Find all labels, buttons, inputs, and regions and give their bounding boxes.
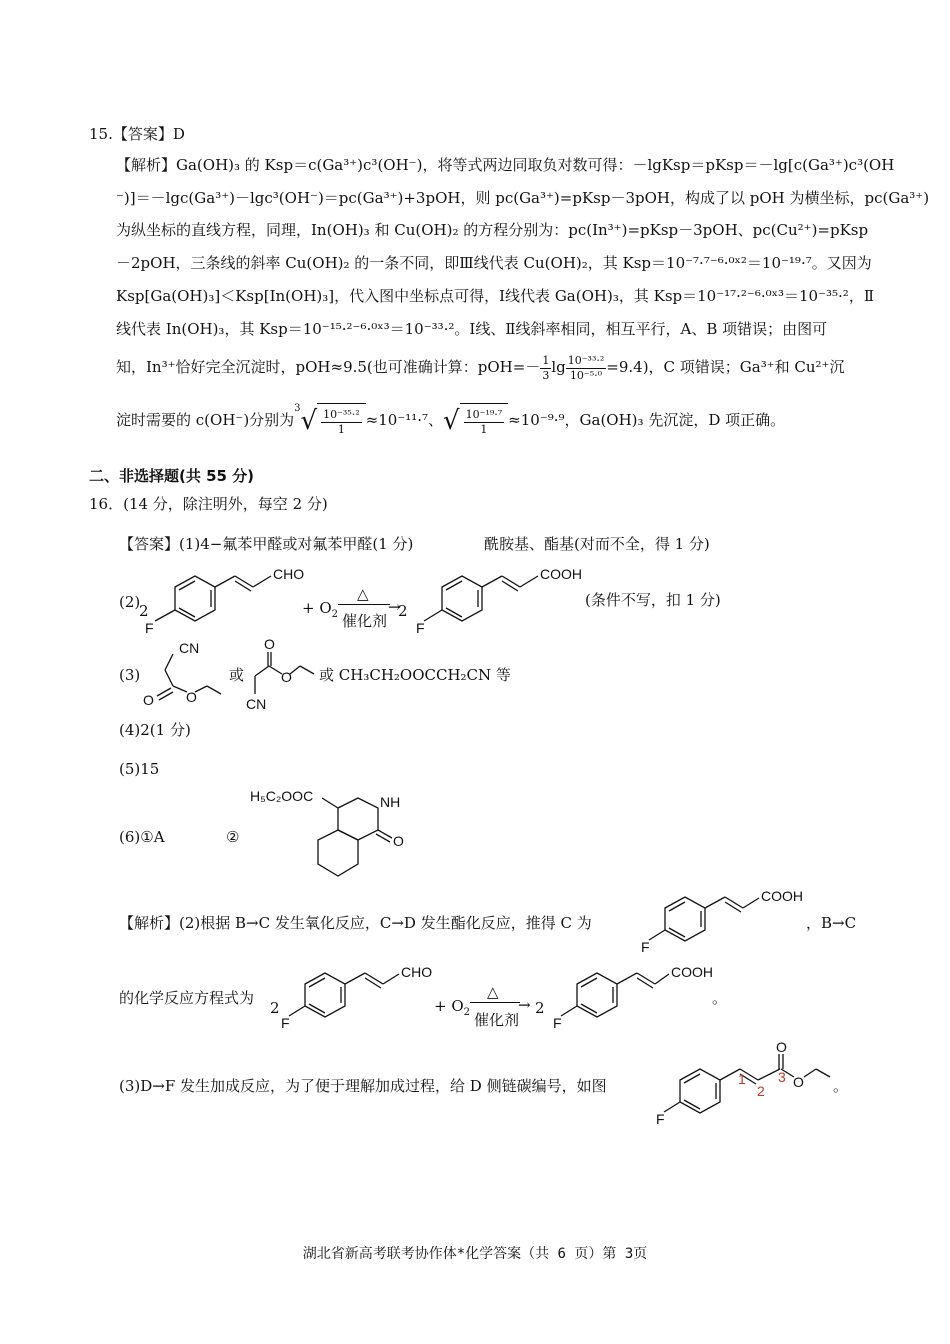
molecule-fluorocinnamic-acid-2 xyxy=(545,960,728,1032)
explanation-2-tail: ，B→C xyxy=(806,914,857,932)
plus-o2-2: + $O_2$ xyxy=(434,997,471,1018)
coef-2d: 2 xyxy=(535,999,545,1017)
molecule-bicyclic-lactam xyxy=(250,784,425,889)
answer-1b: 酰胺基、酯基(对而不全，得 1 分) xyxy=(484,535,710,553)
cn-group: CN xyxy=(179,640,200,656)
cooh-group: COOH xyxy=(540,566,582,582)
q15-line-7 xyxy=(116,352,844,383)
explanation-3: (3)D→F 发生加成反应，为了便于理解加成过程，给 D 侧链碳编号，如图 xyxy=(119,1077,607,1095)
fluorine-atom: F xyxy=(416,620,425,636)
reaction-arrow-2 xyxy=(470,1002,520,1003)
molecule-c-structure xyxy=(625,884,810,956)
answer-6b: ② xyxy=(226,828,240,846)
nh-group: NH xyxy=(380,794,401,810)
oxygen-atom: O xyxy=(143,692,154,708)
q15-line-6: 线代表 In(OH)₃，其 Ksp＝10⁻¹⁵·²⁻⁶·⁰ˣ³＝10⁻³³·²。Ⅰ线、Ⅱ线斜率相同，相互平行，A、B 项错误；由图可 xyxy=(116,320,828,338)
cube-root-ga: $\frac{\text{10⁻³⁵·²}}{1}$ xyxy=(317,403,366,440)
coef-2: 2 xyxy=(139,602,149,620)
answer-3-tail: 或 CH₃CH₂OOCCH₂CN 等 xyxy=(319,666,511,684)
coef-2b: 2 xyxy=(398,602,408,620)
q15-line-1: 【解析】Ga(OH)₃ 的 Ksp＝c(Ga³⁺)c³(OH⁻)，将等式两边同取负对数可得：－lgKsp＝pKsp＝－lg[c(Ga³⁺)c³(OH xyxy=(116,156,895,174)
oxygen-atom: O xyxy=(393,833,404,849)
fluorine-atom: F xyxy=(281,1015,290,1031)
catalyst-label: 催化剂 xyxy=(342,612,388,630)
answer-2-note: (条件不写，扣 1 分) xyxy=(585,591,721,609)
answer-6a: (6)①A xyxy=(119,828,165,846)
root-index: 3 xyxy=(294,403,301,414)
answer-3-label: (3) xyxy=(119,666,141,684)
cooh-group: COOH xyxy=(761,888,803,904)
answer-5: (5)15 xyxy=(119,760,160,778)
plus-o2: + $O_2$ xyxy=(302,599,339,620)
arrow-head-2: → xyxy=(518,996,531,1014)
reaction-arrow xyxy=(338,604,390,605)
fraction-lg: $\frac{\text{10⁻³³·²}}{\text{10⁻⁵·⁰}}$ xyxy=(567,353,605,382)
cn-group: CN xyxy=(246,696,267,712)
approx-ga: ≈10⁻¹¹·⁷、 xyxy=(365,411,444,429)
delta-symbol: △ xyxy=(357,585,369,603)
or-text: 或 xyxy=(229,666,245,684)
coef-2c: 2 xyxy=(270,999,280,1017)
catalyst-label-2: 催化剂 xyxy=(474,1011,520,1029)
q15-line-8: 淀时需要的 c(OH⁻)分别为$^3$√ $\frac{\text{10⁻³⁵·²}}{1}$ ≈10⁻¹¹·⁷、√ $\frac{\text{10⁻¹⁹·⁷}}{1}$ ≈10⁻⁹·⁹，Ga(OH)₃ 先沉淀，D 项正确。 xyxy=(116,402,785,440)
molecule-fluorocinnamic-acid xyxy=(404,562,584,637)
fluorine-atom: F xyxy=(553,1015,562,1031)
molecule-fluorocinnamaldehyde-2 xyxy=(275,960,445,1032)
molecule-ethyl-cyanoacetate-2 xyxy=(242,632,322,714)
fluorine-atom: F xyxy=(656,1111,665,1127)
molecule-ethyl-ester-numbered xyxy=(650,1040,840,1130)
approx-cu-tail: ≈10⁻⁹·⁹，Ga(OH)₃ 先沉淀，D 项正确。 xyxy=(508,411,786,429)
answer-2-label: (2) xyxy=(119,593,141,611)
q15-line-5: Ksp[Ga(OH)₃]＜Ksp[In(OH)₃]，代入图中坐标点可得，Ⅰ线代表 Ga(OH)₃，其 Ksp＝10⁻¹⁷·²⁻⁶·⁰ˣ³＝10⁻³⁵·²，Ⅱ xyxy=(116,287,875,305)
oxygen-atom: O xyxy=(793,1074,804,1090)
carbon-number-3: 3 xyxy=(778,1069,786,1085)
carbon-number-2: 2 xyxy=(757,1083,765,1099)
q15-line-7-tail: =9.4)，C 项错误；Ga³⁺和 Cu²⁺沉 xyxy=(606,358,845,376)
cho-group: CHO xyxy=(401,964,433,980)
oxygen-atom: O xyxy=(281,669,292,685)
q16-heading: 16．(14 分，除注明外，每空 2 分) xyxy=(89,495,328,513)
molecule-ethyl-cyanoacetate-1 xyxy=(135,638,225,713)
sqrt-cu: $\frac{\text{10⁻¹⁹·⁷}}{1}$ xyxy=(460,403,509,440)
explanation-3-end: 。 xyxy=(833,1077,849,1095)
fluorine-atom: F xyxy=(641,939,650,955)
lg-label: lg xyxy=(551,358,566,376)
q15-line-7-text: 知，In³⁺恰好完全沉淀时，pOH≈9.5(也可准确计算：pOH=－ xyxy=(116,358,541,376)
page-footer: 湖北省新高考联考协作体*化学答案（共 6 页）第 3页 xyxy=(302,1246,648,1262)
cho-group: CHO xyxy=(273,566,305,582)
q15-line-4: －2pOH，三条线的斜率 Cu(OH)₂ 的一条不同，即Ⅲ线代表 Cu(OH)₂，其 Ksp＝10⁻⁷·⁷⁻⁶·⁰ˣ²＝10⁻¹⁹·⁷。又因为 xyxy=(116,254,872,272)
answer-1a: 【答案】(1)4−氟苯甲醛或对氟苯甲醛(1 分) xyxy=(119,535,414,553)
explanation-2-lead: 【解析】(2)根据 B→C 发生氧化反应，C→D 发生酯化反应，推得 C 为 xyxy=(119,914,592,932)
q15-heading: 15.【答案】D xyxy=(89,125,185,143)
cooh-group: COOH xyxy=(671,964,713,980)
oxygen-atom: O xyxy=(186,689,197,705)
explanation-eq-lead: 的化学反应方程式为 xyxy=(119,989,255,1007)
fluorine-atom: F xyxy=(145,620,154,636)
answer-4: (4)2(1 分) xyxy=(119,721,191,739)
section-title: 二、非选择题(共 55 分) xyxy=(89,467,255,485)
ester-group: H₅C₂OOC xyxy=(250,788,314,804)
arrow-head: → xyxy=(388,598,401,616)
q15-line-3: 为纵坐标的直线方程，同理，In(OH)₃ 和 Cu(OH)₂ 的方程分别为：pc(In³⁺)=pKsp－3pOH、pc(Cu²⁺)=pKsp xyxy=(116,221,869,239)
fraction-one-third: $\frac{1}{3}$ xyxy=(542,353,550,382)
delta-symbol-2: △ xyxy=(487,983,499,1001)
explanation-eq-end: 。 xyxy=(712,989,728,1007)
carbon-number-1: 1 xyxy=(738,1071,746,1087)
oxygen-atom: O xyxy=(264,636,275,652)
oxygen-atom: O xyxy=(776,1039,787,1055)
q15-line-2: ⁻)]＝－lgc(Ga³⁺)－lgc³(OH⁻)＝pc(Ga³⁺)+3pOH，则 pc(Ga³⁺)=pKsp－3pOH，构成了以 pOH 为横坐标，pc(Ga³⁺) xyxy=(116,189,930,207)
molecule-fluorocinnamaldehyde xyxy=(145,562,315,637)
q15-line-8-text: 淀时需要的 c(OH⁻)分别为 xyxy=(116,411,295,429)
